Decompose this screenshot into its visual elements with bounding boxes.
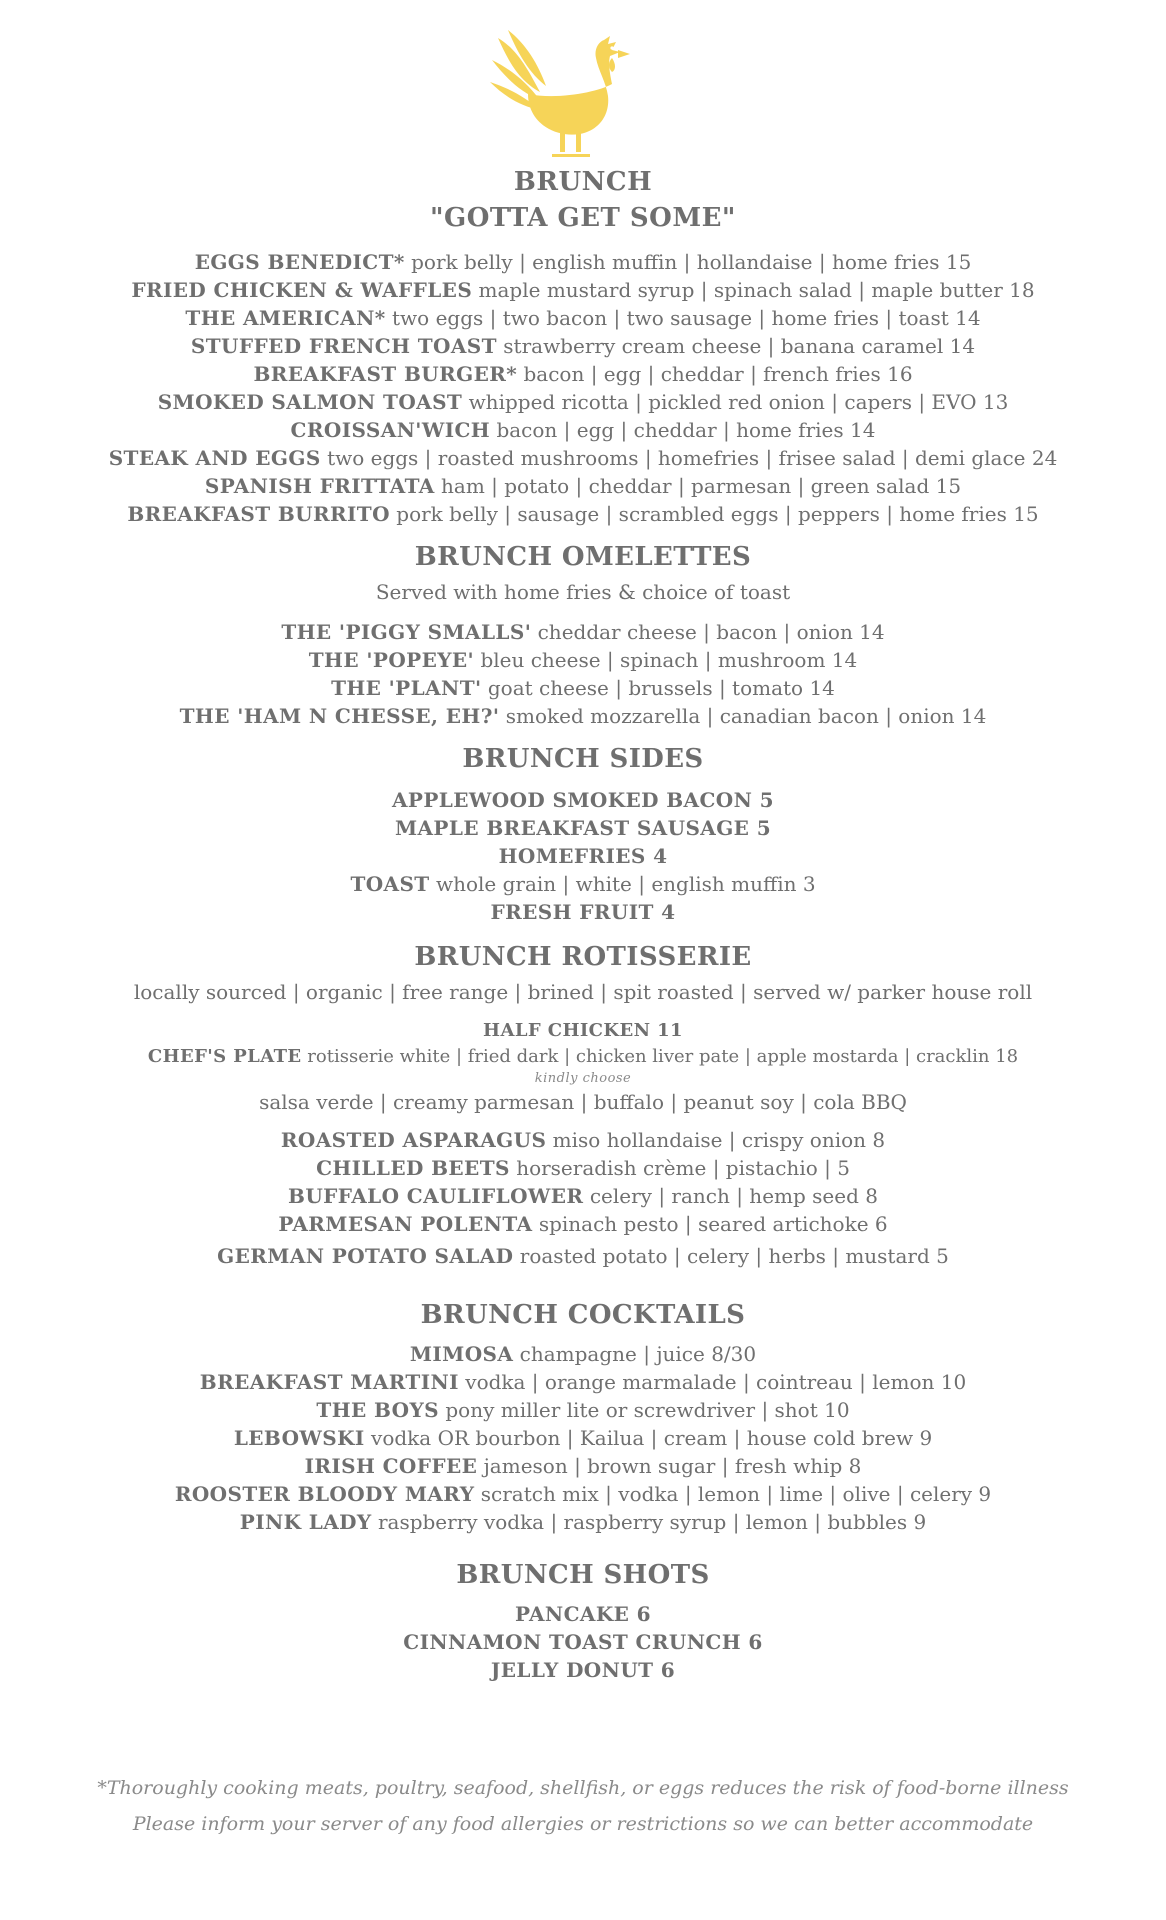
rooster-icon [488,30,638,158]
section-heading: BRUNCH SIDES [462,744,704,774]
item-description: celery | ranch | hemp seed 8 [589,1184,878,1208]
item-name: PANCAKE 6 [515,1602,651,1626]
item-description: two eggs | two bacon | two sausage | home fries | toast 14 [392,306,981,330]
section-heading: BRUNCH OMELETTES [414,542,752,572]
item-description: whole grain | white | english muffin 3 [435,872,816,896]
item-description: scratch mix | vodka | lemon | lime | olive | celery 9 [480,1482,992,1506]
item-name: PARMESAN POLENTA [278,1212,533,1236]
menu-item [0,814,1166,842]
menu-item [0,388,1166,416]
item-description: vodka | orange marmalade | cointreau | lemon 10 [465,1370,967,1394]
item-name: ROOSTER BLOODY MARY [174,1482,475,1506]
section-heading: BRUNCH COCKTAILS [420,1300,746,1330]
rotisserie-section [0,940,1166,1270]
menu-item [0,618,1166,646]
cocktails-section [0,1298,1166,1536]
item-description: goat cheese | brussels | tomato 14 [487,676,835,700]
item-description: ham | potato | cheddar | parmesan | green salad 15 [441,474,962,498]
brunch-items-section [0,248,1166,528]
menu-item [0,1600,1166,1628]
item-description: two eggs | roasted mushrooms | homefries | frisee salad | demi glace 24 [327,446,1058,470]
item-name: LEBOWSKI [233,1426,365,1450]
item-name: TOAST [350,872,430,896]
choose-label: kindly choose [534,1071,632,1086]
item-name: HALF CHICKEN 11 [483,1020,683,1041]
item-name: APPLEWOOD SMOKED BACON 5 [392,788,774,812]
food-safety-note: *Thoroughly cooking meats, poultry, seafood, shellfish, or eggs reduces the risk of food-borne illness [97,1777,1069,1799]
menu-item [0,786,1166,814]
item-description: whipped ricotta | pickled red onion | capers | EVO 13 [468,390,1009,414]
menu-item [0,1508,1166,1536]
menu-item [0,1656,1166,1684]
omelettes-section [0,540,1166,730]
item-name: HOMEFRIES 4 [498,844,668,868]
item-name: THE 'HAM N CHESSE, EH?' [179,704,500,728]
item-name: STEAK AND EGGS [108,446,321,470]
item-description: roasted potato | celery | herbs | mustard 5 [519,1244,949,1268]
menu-item [0,304,1166,332]
item-description: maple mustard syrup | spinach salad | maple butter 18 [478,278,1035,302]
menu-item [0,898,1166,926]
menu-item [0,1044,1166,1070]
menu-item [0,674,1166,702]
item-name: THE BOYS [316,1398,440,1422]
item-name: PINK LADY [239,1510,372,1534]
menu-item [0,332,1166,360]
item-name: IRISH COFFEE [304,1454,478,1478]
menu-item [0,1126,1166,1154]
menu-item [0,1154,1166,1182]
item-name: CHILLED BEETS [316,1156,510,1180]
menu-item [0,702,1166,730]
item-description: strawberry cream cheese | banana caramel 14 [503,334,976,358]
item-description: pork belly | sausage | scrambled eggs | peppers | home fries 15 [396,502,1039,526]
menu-item [0,842,1166,870]
menu-item [0,444,1166,472]
section-subtitle: locally sourced | organic | free range | brined | spit roasted | served w/ parker house roll [133,980,1033,1004]
item-description: horseradish crème | pistachio | 5 [516,1156,850,1180]
menu-item [0,360,1166,388]
menu-item [0,1182,1166,1210]
item-description: vodka OR bourbon | Kailua | cream | house cold brew 9 [371,1426,933,1450]
item-name: FRIED CHICKEN & WAFFLES [131,278,473,302]
menu-item [0,1452,1166,1480]
menu-item [0,1368,1166,1396]
item-name: CHEF'S PLATE [147,1046,302,1067]
menu-item [0,1396,1166,1424]
sides-section [0,742,1166,926]
item-description: bacon | egg | cheddar | home fries 14 [496,418,876,442]
item-description: pork belly | english muffin | hollandaise | home fries 15 [411,250,972,274]
item-name: STUFFED FRENCH TOAST [190,334,497,358]
item-name: ROASTED ASPARAGUS [280,1128,547,1152]
item-name: BUFFALO CAULIFLOWER [288,1184,584,1208]
item-name: SMOKED SALMON TOAST [157,390,463,414]
menu-item [0,416,1166,444]
section-heading: BRUNCH SHOTS [456,1560,710,1590]
menu-item [0,500,1166,528]
item-description: champagne | juice 8/30 [519,1342,757,1366]
item-description: jameson | brown sugar | fresh whip 8 [483,1454,862,1478]
item-description: spinach pesto | seared artichoke 6 [538,1212,888,1236]
item-name: THE 'PIGGY SMALLS' [281,620,532,644]
menu-item [0,1480,1166,1508]
menu-item [0,1242,1166,1270]
shots-section [0,1558,1166,1684]
item-description: miso hollandaise | crispy onion 8 [552,1128,886,1152]
menu-item [0,646,1166,674]
item-description: raspberry vodka | raspberry syrup | lemon | bubbles 9 [377,1510,927,1534]
item-name: BREAKFAST MARTINI [199,1370,459,1394]
menu-item [0,1340,1166,1368]
menu-item [0,1628,1166,1656]
sauce-options: salsa verde | creamy parmesan | buffalo | peanut soy | cola BBQ [259,1090,907,1114]
item-name: THE 'POPEYE' [308,648,475,672]
item-name: MAPLE BREAKFAST SAUSAGE 5 [394,816,772,840]
item-name: GERMAN POTATO SALAD [217,1244,514,1268]
item-name: THE AMERICAN* [185,306,386,330]
item-name: CROISSAN'WICH [290,418,491,442]
item-name: EGGS BENEDICT* [194,250,405,274]
menu-item [0,1210,1166,1238]
item-description: smoked mozzarella | canadian bacon | onion 14 [505,704,987,728]
section-heading: BRUNCH ROTISSERIE [414,942,752,972]
footer-disclaimer [0,1770,1166,1842]
item-description: pony miller lite or screwdriver | shot 10 [445,1398,850,1422]
allergy-note: Please inform your server of any food allergies or restrictions so we can better accommodate [132,1813,1034,1835]
menu-tagline: "GOTTA GET SOME" [430,203,736,233]
item-name: SPANISH FRITTATA [204,474,435,498]
item-name: BREAKFAST BURRITO [127,502,390,526]
menu-item [0,870,1166,898]
menu-title: BRUNCH [513,167,653,197]
item-description: rotisserie white | fried dark | chicken liver pate | apple mostarda | cracklin 18 [307,1046,1019,1067]
item-name: THE 'PLANT' [331,676,482,700]
item-name: JELLY DONUT 6 [490,1658,676,1682]
menu-item [0,1018,1166,1044]
item-name: BREAKFAST BURGER* [253,362,518,386]
item-name: CINNAMON TOAST CRUNCH 6 [403,1630,763,1654]
menu-item [0,248,1166,276]
menu-item [0,472,1166,500]
item-name: FRESH FRUIT 4 [490,900,676,924]
item-description: cheddar cheese | bacon | onion 14 [537,620,885,644]
menu-item [0,1424,1166,1452]
item-description: bacon | egg | cheddar | french fries 16 [523,362,913,386]
section-subtitle: Served with home fries & choice of toast [375,580,791,604]
item-description: bleu cheese | spinach | mushroom 14 [480,648,858,672]
menu-item [0,276,1166,304]
item-name: MIMOSA [409,1342,514,1366]
